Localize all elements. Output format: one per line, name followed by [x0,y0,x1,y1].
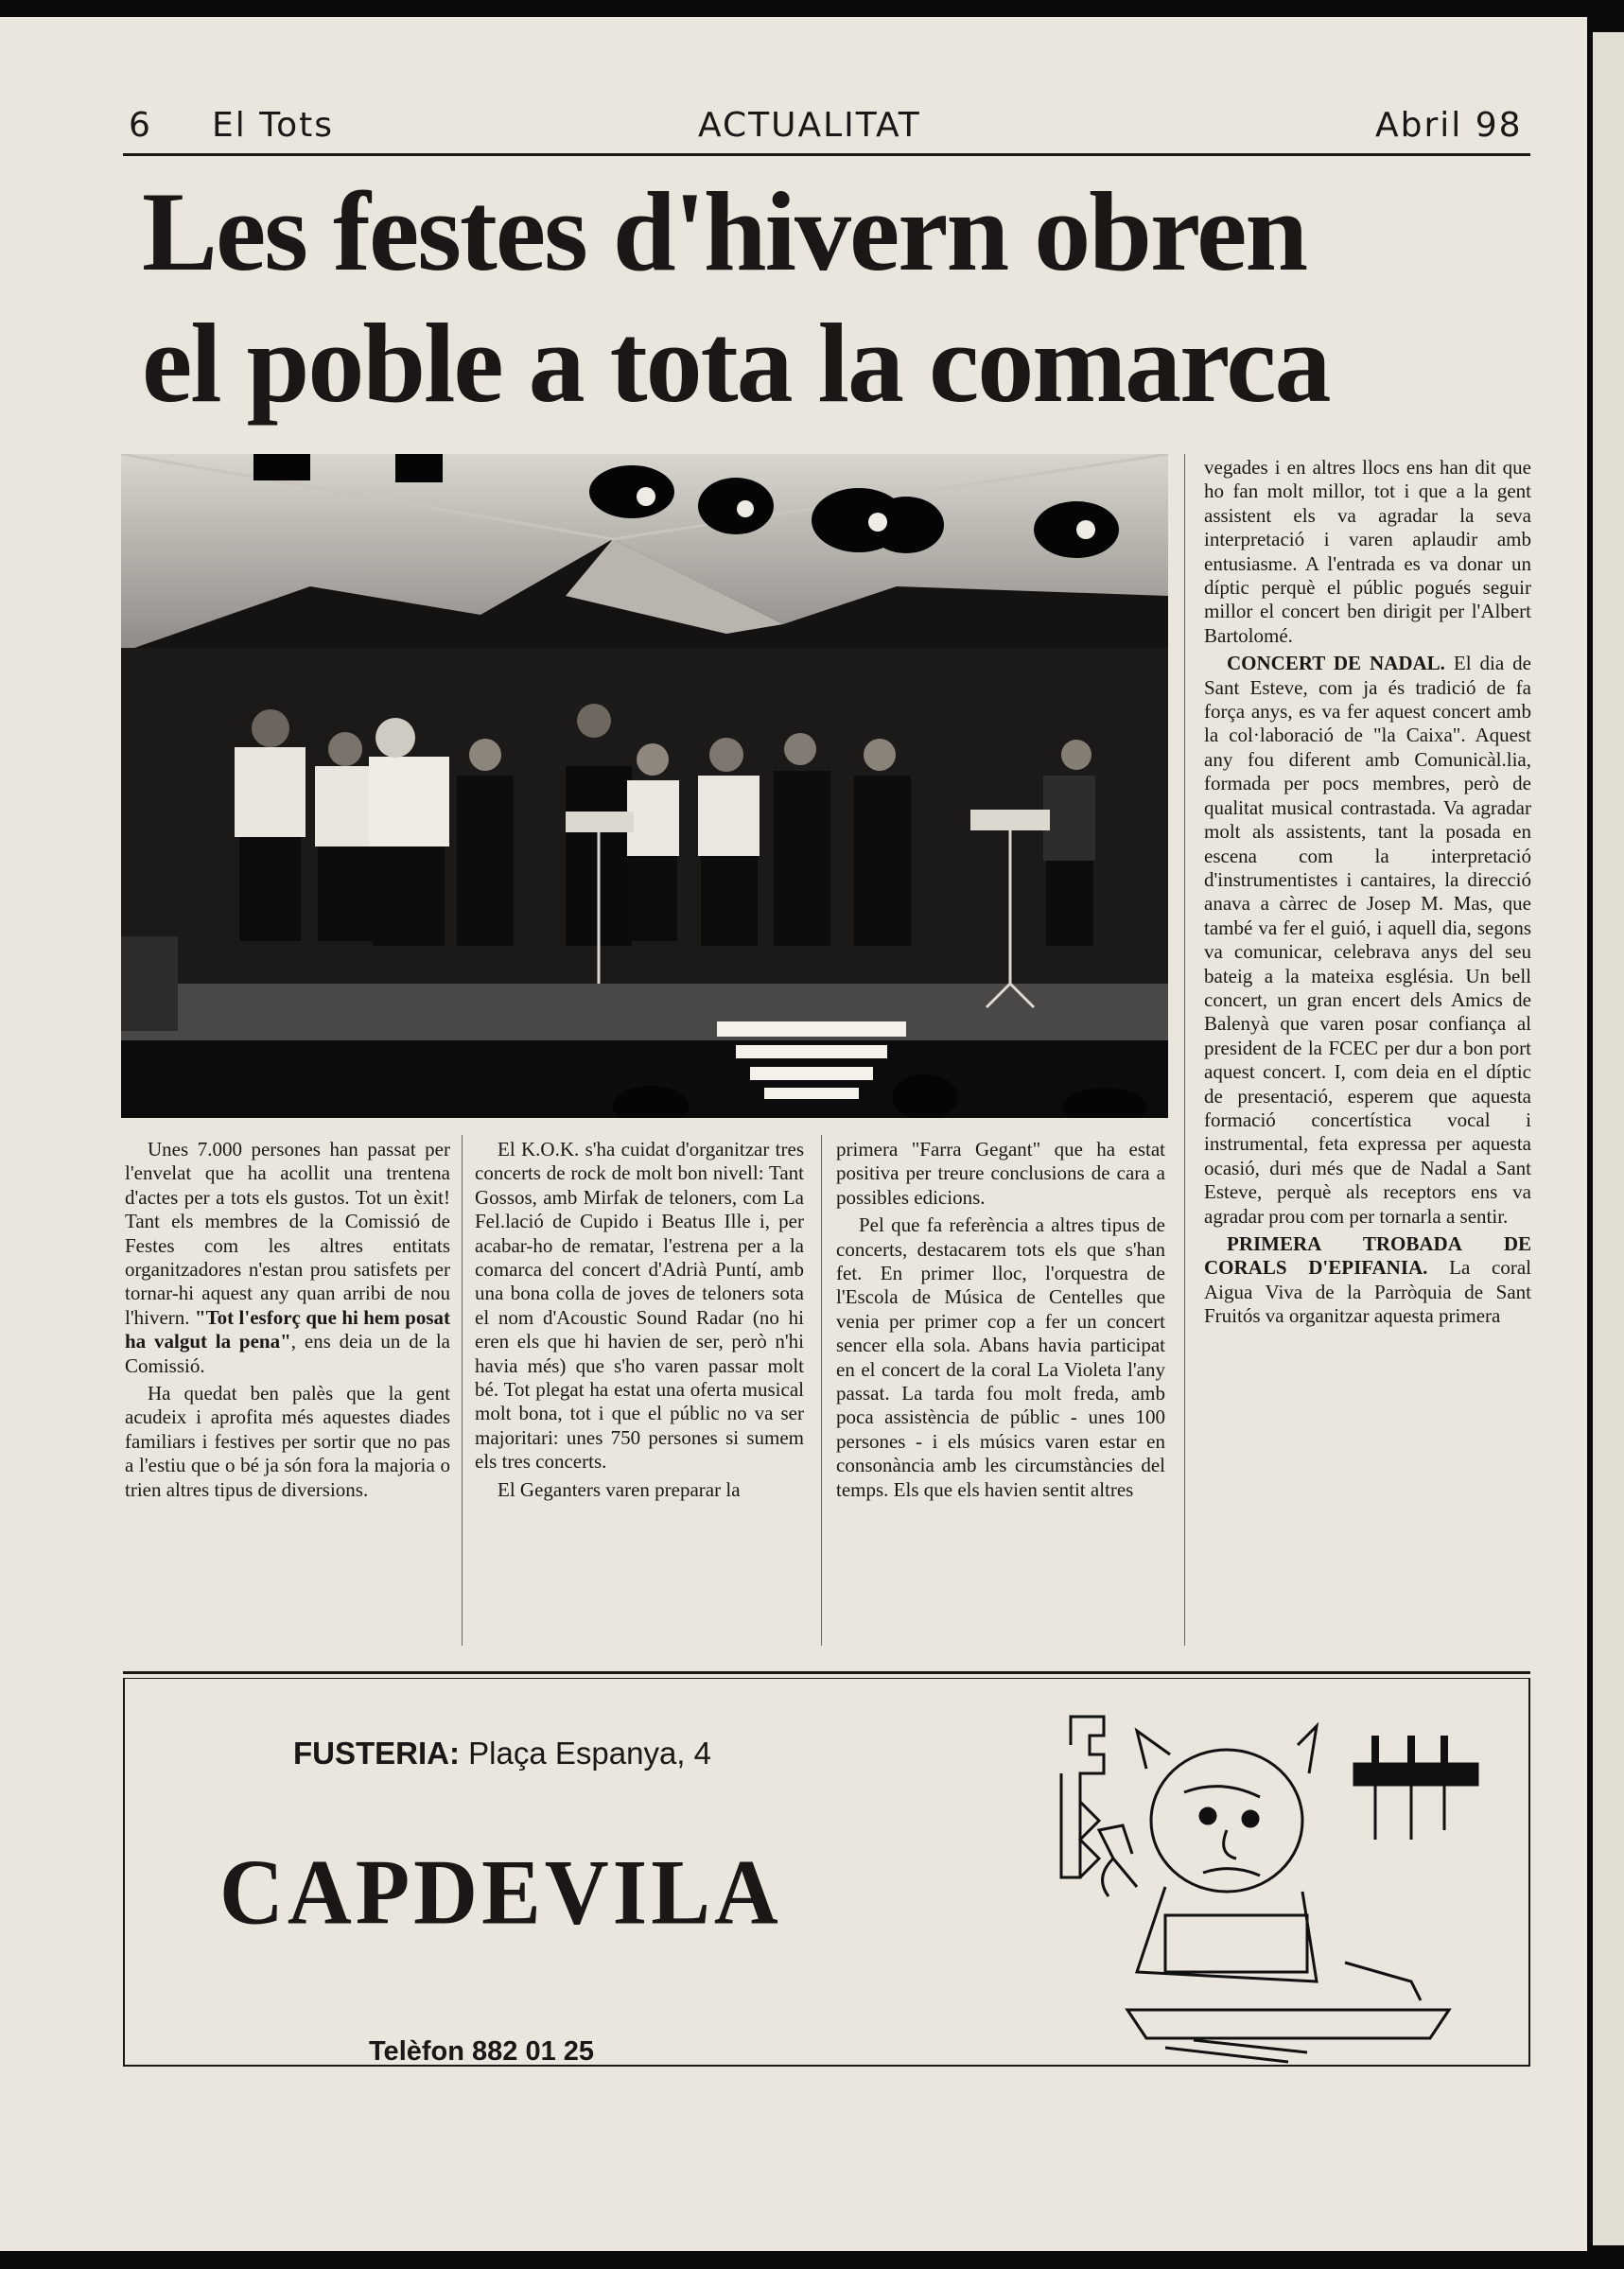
advert-phone: Telèfon 882 01 25 [369,2036,595,2067]
advertisement-capdevila [123,1679,1530,2067]
article-column-4 [1204,456,1531,1333]
article-column-1 [125,1138,450,1506]
advert-business-name: CAPDEVILA [219,1841,782,1945]
issue-date: Abril 98 [1375,106,1523,145]
column-rule [1184,454,1185,1646]
paragraph: primera "Farra Gegant" que ha estat positiva per treure conclusions de cara a possibles edicions. [836,1138,1165,1209]
facing-page-edge [1593,32,1624,2245]
paragraph: CONCERT DE NADAL. El dia de Sant Esteve, com ja és tradició de fa força anys, es va fer aquest concert amb la col·laboració de "la Caixa". Aquest any fou diferent amb Comunicàl.lia, formada per pocs membres, però de qualitat musical contrastada. Va agradar molt als assistents, tant la posada en escena com la interpretació d'instrumentistes i cantaires, la direcció anava a càrrec de Josep M. Mas, que també va fer el guió, i aquell dia, segons va comunicar, celebrava anys del seu bateig a la mateixa església. Un bell concert, un gran encert dels Amics de Balenyà que varen posar confiança al president de la FCEC per dur a bon port aquest concert. I, com deia en el díptic de presentació, esperem que aquesta formació concertística vocal i instrumental, feta expressa per aquesta ocasió, duri més que de Nadal a Sant Esteve, perquè als receptors ens va agradar prou com per tornarla a sentir. [1204,652,1532,1228]
advert-address: FUSTERIA: Plaça Espanya, 4 [293,1736,711,1771]
column-rule [821,1135,822,1646]
paragraph: El Geganters varen preparar la [498,1477,741,1501]
header-rule [123,153,1530,156]
publication-name: El Tots [212,106,334,145]
article-column-2 [475,1138,804,1506]
paragraph: Ha quedat ben palès que la gent acudeix i aprofita més aquestes diades familiars i festives per sortir que no pas a l'estiu que o bé ja són fora la majoria o trien altres tipus de diversions. [125,1382,450,1501]
subheading-concert-de-nadal: CONCERT DE NADAL. [1227,652,1445,675]
subheading-trobada-de-corals: PRIMERA TROBADA DE CORALS D'EPIFANIA. [1204,1232,1531,1280]
carpenter-illustration [1004,1698,1534,2067]
paragraph: vegades i en altres llocs ens han dit que ho fan molt millor, tot i que a la gent assistent els va agradar la seva interpretació i varen aplaudir amb entusiasme. A l'entrada es va donar un díptic perquè el públic pogués seguir millor el concert ben dirigit per l'Albert Bartolomé. [1204,456,1531,647]
page-number: 6 [129,106,152,145]
section-name: ACTUALITAT [698,106,921,145]
headline [142,166,1532,428]
choir-concert-photo [121,454,1168,1118]
column-rule [462,1135,463,1646]
advert-top-rule [123,1671,1530,1674]
quote-highlight: "Tot l'esforç que hi hem posat ha valgut la pena" [125,1305,450,1353]
paragraph: Unes 7.000 persones han passat per l'envelat que ha acollit una trentena d'actes per a tots els gustos. Tot un èxit! Tant els membres de la Comissió de Festes com les altres entitats organitzadores n'estan prou satisfets per tornar-hi aquest any quan arribi de nou l'hivern. "Tot l'esforç que hi hem posat ha valgut la pena", ens deia un de la Comissió. [125,1138,450,1377]
headline-line-1: Les festes d'hivern obren [142,168,1307,294]
paragraph: PRIMERA TROBADA DE CORALS D'EPIFANIA. La coral Aigua Viva de la Parròquia de Sant Fruitós va organitzar aquesta primera [1204,1232,1531,1328]
page-header [125,87,1527,153]
paragraph: El K.O.K. s'ha cuidat d'organitzar tres concerts de rock de molt bon nivell: Tant Gossos, amb Mirfak de teloners, com La Fel.lació de Cupido i Beatus Ille i, per acabar-ho de rematar, l'estrena per a la comarca del concert d'Adrià Puntí, amb una bona colla de joves de teloners sota el nom d'Acoustic Sound Radar (no hi eren els que hi havien de ser, però n'hi havia més) que s'ho varen passar molt bé. Tot plegat ha estat una oferta musical molt bona, tot i que el públic no va ser majoritari: unes 750 persones si sumem els tres concerts. [475,1138,804,1474]
headline-line-2: el poble a tota la comarca [142,300,1330,426]
article-column-3 [836,1138,1165,1506]
paragraph: Pel que fa referència a altres tipus de concerts, destacarem tots els que s'han fet. En primer lloc, l'orquestra de l'Escola de Música de Centelles que venia per primer cop a fer un concert sencer ella sola. Abans havia participat en el concert de la coral La Violeta l'any passat. La tarda fou molt freda, amb poca assistència de públic - unes 100 persones - i els músics varen estar en consonància amb les circumstàncies del temps. Els que els havien sentit altres [836,1213,1165,1501]
